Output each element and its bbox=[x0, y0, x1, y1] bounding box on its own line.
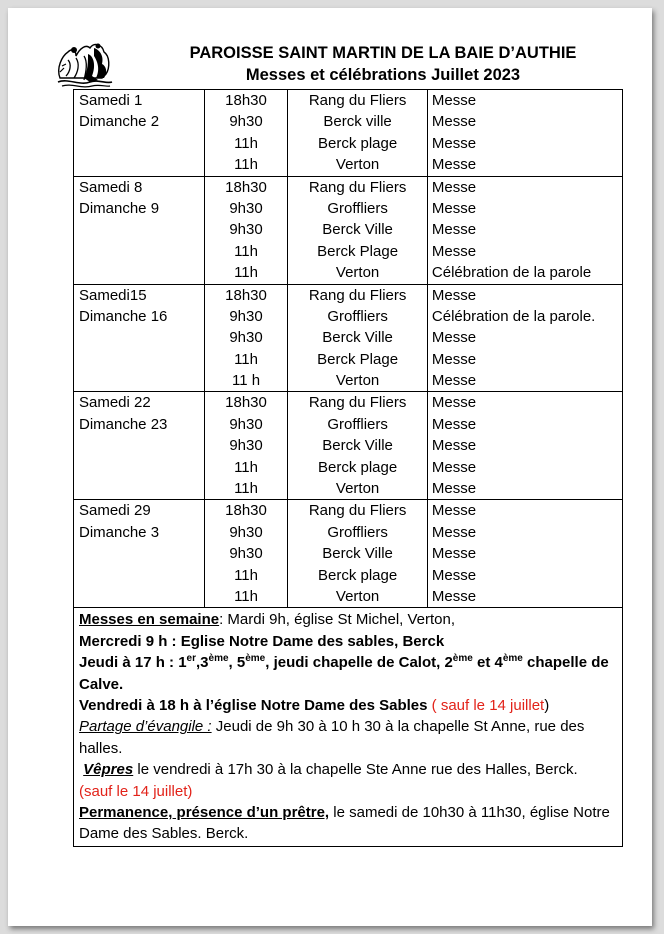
time-label: 11h bbox=[234, 242, 258, 260]
day-label: Dimanche 3 bbox=[79, 523, 160, 541]
time-cell bbox=[204, 176, 288, 284]
celebration-type: Messe bbox=[431, 437, 477, 455]
time-label: 11h bbox=[234, 350, 258, 368]
parish-logo-icon bbox=[54, 38, 114, 90]
place-label: Berck Plage bbox=[317, 350, 399, 368]
celebration-type: Messe bbox=[431, 523, 477, 541]
celebration-type: Messe bbox=[431, 221, 477, 239]
celebration-type: Messe bbox=[431, 329, 477, 347]
time-label: 11h bbox=[234, 458, 258, 476]
time-label: 9h30 bbox=[229, 545, 263, 563]
note-weekday-masses: Messes en semaine: Mardi 9h, église St Michel, Verton, bbox=[79, 611, 456, 629]
weekend-row bbox=[74, 90, 623, 177]
place-label: Groffliers bbox=[327, 307, 388, 325]
day-label: Samedi 29 bbox=[79, 502, 151, 520]
place-label: Groffliers bbox=[327, 415, 388, 433]
day-label: Dimanche 2 bbox=[79, 113, 160, 131]
place-label: Berck Ville bbox=[322, 329, 393, 347]
time-label: 9h30 bbox=[229, 113, 263, 131]
place-label: Berck Ville bbox=[322, 545, 393, 563]
place-label: Berck Ville bbox=[322, 221, 393, 239]
celebration-type: Messe bbox=[431, 566, 477, 584]
place-label: Berck plage bbox=[317, 566, 398, 584]
page-title bbox=[118, 42, 648, 86]
day-cell bbox=[74, 90, 205, 177]
note-thursday: Jeudi à 17 h : 1er,3ème, 5ème, jeudi chapelle de Calot, 2ème et 4ème chapelle de Calve. bbox=[79, 653, 609, 693]
schedule-table bbox=[73, 89, 623, 847]
celebration-type: Messe bbox=[431, 350, 477, 368]
time-label: 18h30 bbox=[225, 178, 267, 196]
place-label: Verton bbox=[335, 156, 380, 174]
celebration-type: Messe bbox=[431, 545, 477, 563]
celebration-type: Célébration de la parole bbox=[431, 264, 592, 282]
celebration-type: Célébration de la parole. bbox=[431, 307, 596, 325]
time-cell bbox=[204, 500, 288, 608]
time-label: 11h bbox=[234, 566, 258, 584]
time-label: 9h30 bbox=[229, 329, 263, 347]
day-cell bbox=[74, 284, 205, 392]
place-cell bbox=[288, 500, 428, 608]
weekend-row bbox=[74, 176, 623, 284]
celebration-type: Messe bbox=[431, 458, 477, 476]
day-label: Dimanche 16 bbox=[79, 307, 168, 325]
celebration-type: Messe bbox=[431, 286, 477, 304]
time-cell bbox=[204, 392, 288, 500]
note-wednesday: Mercredi 9 h : Eglise Notre Dame des sables, Berck bbox=[79, 632, 445, 650]
place-label: Berck Plage bbox=[317, 242, 399, 260]
title-parish: PAROISSE SAINT MARTIN DE LA BAIE D’AUTHIE bbox=[189, 44, 577, 62]
place-label: Berck ville bbox=[323, 113, 392, 131]
place-label: Berck Ville bbox=[322, 437, 393, 455]
place-cell bbox=[288, 90, 428, 177]
celebration-type: Messe bbox=[431, 242, 477, 260]
place-label: Berck plage bbox=[317, 134, 398, 152]
celebration-type: Messe bbox=[431, 178, 477, 196]
place-label: Verton bbox=[335, 480, 380, 498]
place-cell bbox=[288, 284, 428, 392]
time-label: 11h bbox=[234, 264, 258, 282]
time-label: 9h30 bbox=[229, 523, 263, 541]
celebration-type: Messe bbox=[431, 587, 477, 605]
time-label: 11 h bbox=[231, 372, 261, 390]
day-cell bbox=[74, 176, 205, 284]
time-cell bbox=[204, 284, 288, 392]
celebration-type: Messe bbox=[431, 134, 477, 152]
place-label: Verton bbox=[335, 587, 380, 605]
celebration-type: Messe bbox=[431, 502, 477, 520]
celebration-type: Messe bbox=[431, 156, 477, 174]
time-label: 9h30 bbox=[229, 415, 263, 433]
note-friday: Vendredi à 18 h à l’église Notre Dame des Sables ( sauf le 14 juillet) bbox=[79, 697, 550, 714]
celebration-type: Messe bbox=[431, 415, 477, 433]
celebration-type: Messe bbox=[431, 199, 477, 217]
type-cell bbox=[427, 90, 622, 177]
day-cell bbox=[74, 500, 205, 608]
type-cell bbox=[427, 392, 622, 500]
celebration-type: Messe bbox=[431, 394, 477, 412]
place-label: Berck plage bbox=[317, 458, 398, 476]
weekend-row bbox=[74, 500, 623, 608]
celebration-type: Messe bbox=[431, 480, 477, 498]
place-label: Groffliers bbox=[327, 199, 388, 217]
place-cell bbox=[288, 392, 428, 500]
day-label: Samedi 22 bbox=[79, 394, 151, 412]
time-label: 18h30 bbox=[225, 394, 267, 412]
celebration-type: Messe bbox=[431, 92, 477, 109]
document-page bbox=[8, 8, 652, 926]
time-label: 18h30 bbox=[225, 92, 267, 109]
friday-exception: ( sauf le 14 juillet bbox=[427, 697, 545, 714]
place-label: Rang du Fliers bbox=[308, 178, 407, 196]
weekend-row bbox=[74, 392, 623, 500]
place-label: Rang du Fliers bbox=[308, 92, 407, 109]
place-label: Verton bbox=[335, 264, 380, 282]
time-label: 9h30 bbox=[229, 199, 263, 217]
weekly-notes bbox=[74, 608, 623, 846]
day-label: Dimanche 9 bbox=[79, 199, 160, 217]
time-label: 18h30 bbox=[225, 286, 267, 304]
time-label: 9h30 bbox=[229, 307, 263, 325]
note-vespers: Vêpres le vendredi à 17h 30 à la chapelle Ste Anne rue des Halles, Berck. (sauf le 14 juillet) bbox=[79, 761, 578, 800]
time-label: 11h bbox=[234, 480, 258, 498]
time-label: 9h30 bbox=[229, 437, 263, 455]
weekend-row bbox=[74, 284, 623, 392]
place-label: Groffliers bbox=[327, 523, 388, 541]
day-label: Dimanche 23 bbox=[79, 415, 168, 433]
day-label: Samedi 1 bbox=[79, 92, 143, 109]
place-cell bbox=[288, 176, 428, 284]
note-permanence: Permanence, présence d’un prêtre, le samedi de 10h30 à 11h30, église Notre Dame des Sables. Berck. bbox=[79, 804, 610, 843]
place-label: Rang du Fliers bbox=[308, 502, 407, 520]
celebration-type: Messe bbox=[431, 113, 477, 131]
time-label: 18h30 bbox=[225, 502, 267, 520]
time-label: 9h30 bbox=[229, 221, 263, 239]
day-label: Samedi 8 bbox=[79, 178, 143, 196]
type-cell bbox=[427, 500, 622, 608]
place-label: Rang du Fliers bbox=[308, 394, 407, 412]
type-cell bbox=[427, 176, 622, 284]
celebration-type: Messe bbox=[431, 372, 477, 390]
vespers-exception: (sauf le 14 juillet) bbox=[79, 782, 193, 800]
time-label: 11h bbox=[234, 156, 258, 174]
day-label: Samedi15 bbox=[79, 286, 147, 304]
title-month: Messes et célébrations Juillet 2023 bbox=[245, 66, 521, 84]
day-cell bbox=[74, 392, 205, 500]
time-label: 11h bbox=[234, 134, 258, 152]
time-cell bbox=[204, 90, 288, 177]
type-cell bbox=[427, 284, 622, 392]
place-label: Rang du Fliers bbox=[308, 286, 407, 304]
note-gospel-sharing: Partage d’évangile : Jeudi de 9h 30 à 10 h 30 à la chapelle St Anne, rue des halles. bbox=[79, 718, 585, 757]
time-label: 11h bbox=[234, 587, 258, 605]
place-label: Verton bbox=[335, 372, 380, 390]
